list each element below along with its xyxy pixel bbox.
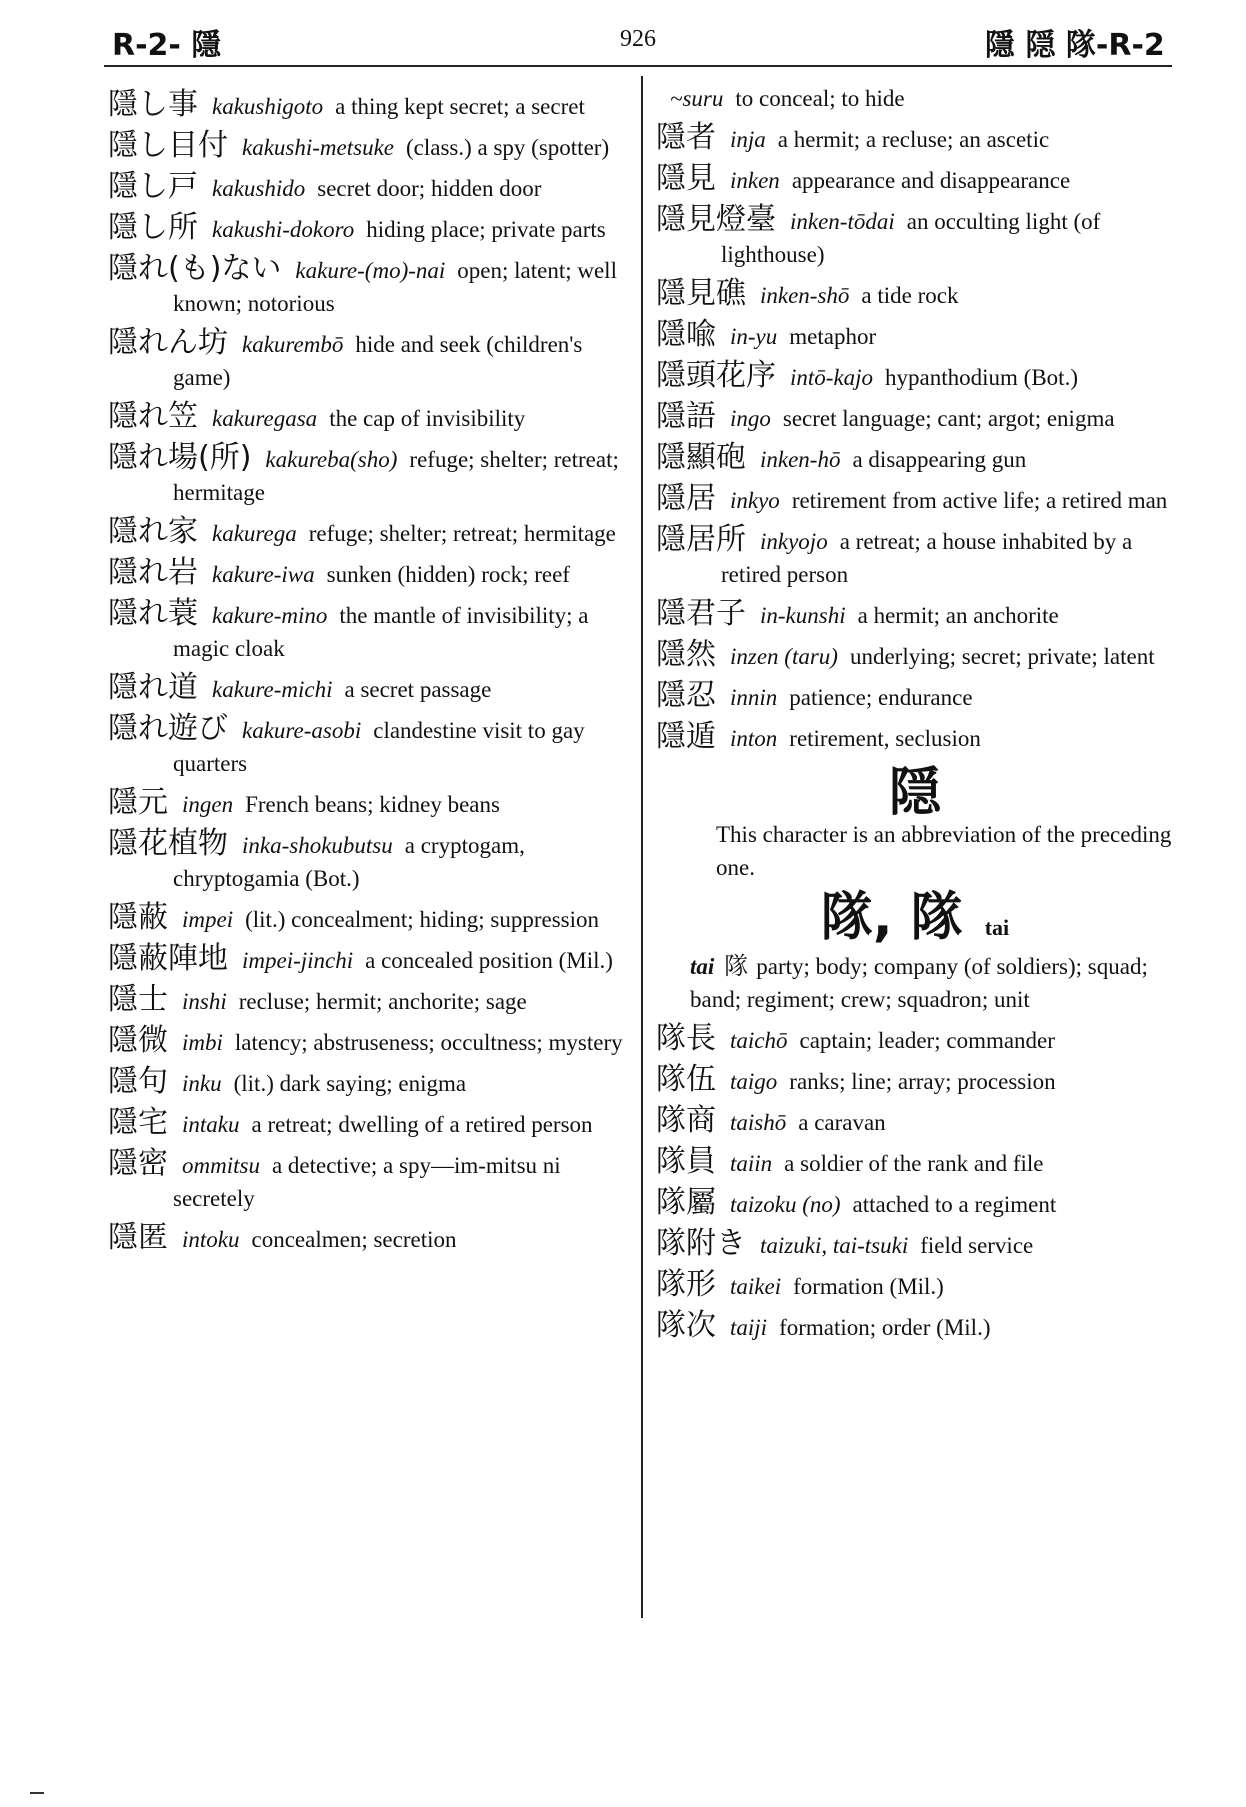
entry-kanji: 隱れ(も)ない — [108, 251, 282, 286]
dictionary-entry — [108, 211, 628, 246]
entry-romaji: impei — [182, 907, 234, 932]
entry-romaji: inken — [730, 168, 780, 193]
dictionary-entry — [656, 400, 1174, 435]
entry-definition: a caravan — [798, 1110, 886, 1135]
entry-definition: hide and seek (children's game) — [173, 332, 583, 390]
entry-romaji: ingen — [182, 792, 234, 817]
entry-definition: underlying; secret; private; latent — [849, 644, 1155, 669]
entry-kanji: 隱し所 — [108, 210, 198, 245]
entry-kanji: 隱微 — [108, 1023, 168, 1058]
footer-mark — [30, 1792, 44, 1794]
entry-definition: recluse; hermit; anchorite; sage — [238, 989, 527, 1014]
entry-romaji: taizuki, tai-tsuki — [760, 1233, 909, 1258]
entry-kanji: 隊屬 — [656, 1185, 716, 1220]
entry-kanji: 隱れ場(所) — [108, 440, 252, 475]
column-divider — [641, 76, 643, 1618]
entry-romaji: inkyo — [730, 488, 780, 513]
dictionary-entry — [108, 671, 628, 706]
dictionary-entry — [656, 162, 1174, 197]
entry-kanji: 隱密 — [108, 1146, 168, 1181]
entry-definition: field service — [920, 1233, 1034, 1258]
entry-kanji: 隱見礁 — [656, 276, 746, 311]
entry-kanji: 隱れ家 — [108, 514, 198, 549]
entry-romaji: kakureba(sho) — [265, 447, 398, 472]
dictionary-entry — [656, 121, 1174, 156]
dictionary-entry — [108, 400, 628, 435]
entry-romaji: intoku — [182, 1227, 240, 1252]
dictionary-entry — [108, 1221, 628, 1256]
entry-kanji: 隱然 — [656, 637, 716, 672]
right-column-entries-bottom — [656, 1022, 1174, 1344]
entry-definition: a hermit; an anchorite — [857, 603, 1059, 628]
dictionary-entry — [108, 983, 628, 1018]
entry-definition: hiding place; private parts — [366, 217, 606, 242]
entry-definition: a disappearing gun — [852, 447, 1027, 472]
entry-romaji: kakushido — [212, 176, 306, 201]
dictionary-entry — [108, 1024, 628, 1059]
dictionary-entry — [656, 1186, 1174, 1221]
entry-kanji: 隱蔽 — [108, 900, 168, 935]
entry-definition: formation; order (Mil.) — [779, 1315, 991, 1340]
entry-definition: the cap of invisibility — [329, 406, 526, 431]
entry-kanji: 隱語 — [656, 399, 716, 434]
entry-kanji: 隱頭花序 — [656, 358, 776, 393]
dictionary-entry — [108, 88, 628, 123]
entry-kanji: 隊商 — [656, 1103, 716, 1138]
entry-romaji: inzen (taru) — [730, 644, 838, 669]
entry-definition: a secret passage — [344, 677, 492, 702]
dictionary-entry — [108, 556, 628, 591]
entry-kanji: 隱顯砲 — [656, 440, 746, 475]
tai-lead-word: tai — [690, 954, 715, 979]
page-number: 926 — [620, 26, 656, 52]
dictionary-entry — [656, 203, 1174, 271]
entry-kanji: 隱君子 — [656, 596, 746, 631]
dictionary-entry — [656, 441, 1174, 476]
entry-kanji: 隊長 — [656, 1021, 716, 1056]
entry-definition: a tide rock — [861, 283, 959, 308]
dictionary-entry — [108, 901, 628, 936]
dictionary-entry — [656, 1227, 1174, 1262]
entry-definition: appearance and disappearance — [791, 168, 1071, 193]
entry-romaji: kakuregasa — [212, 406, 318, 431]
entry-definition: attached to a regiment — [852, 1192, 1057, 1217]
entry-definition: refuge; shelter; retreat; hermitage — [173, 447, 619, 505]
dictionary-entry — [108, 1065, 628, 1100]
dictionary-entry — [108, 170, 628, 205]
entry-kanji: 隱者 — [656, 120, 716, 155]
entry-definition: a hermit; a recluse; an ascetic — [777, 127, 1050, 152]
entry-romaji: taichō — [730, 1028, 788, 1053]
entry-kanji: 隱れん坊 — [108, 325, 228, 360]
entry-definition: secret door; hidden door — [317, 176, 542, 201]
dictionary-entry — [108, 326, 628, 394]
dictionary-entry — [656, 679, 1174, 714]
tai-lead-definition: party; body; company (of soldiers); squad; band; regiment; crew; squadron; unit — [690, 954, 1148, 1012]
entry-kanji: 隊附き — [656, 1226, 746, 1261]
dictionary-entry — [108, 597, 628, 665]
entry-romaji: imbi — [182, 1030, 223, 1055]
entry-romaji: inka-shokubutsu — [242, 833, 393, 858]
dictionary-entry — [108, 515, 628, 550]
entry-definition: refuge; shelter; retreat; hermitage — [308, 521, 616, 546]
left-column — [108, 88, 628, 1262]
entry-kanji: 隊伍 — [656, 1062, 716, 1097]
entry-definition: a retreat; a house inhabited by a retired person — [721, 529, 1133, 587]
dictionary-entry — [108, 827, 628, 895]
entry-kanji: 隱し事 — [108, 87, 198, 122]
abbrev-note: This character is an abbreviation of the preceding one. — [716, 822, 1172, 880]
tai-definition — [656, 950, 1174, 1016]
dictionary-entry — [108, 129, 628, 164]
entry-romaji: taiin — [730, 1151, 773, 1176]
entry-definition: a soldier of the rank and file — [784, 1151, 1044, 1176]
entry-definition: an occulting light (of lighthouse) — [721, 209, 1101, 267]
entry-kanji: 隱忍 — [656, 678, 716, 713]
entry-romaji: ingo — [730, 406, 771, 431]
entry-kanji: 隱れ遊び — [108, 711, 228, 746]
entry-kanji: 隱遁 — [656, 719, 716, 754]
tai-heading-reading: tai — [984, 915, 1010, 940]
dictionary-entry — [656, 638, 1174, 673]
entry-definition: a detective; a spy—im-mitsu ni secretely — [173, 1153, 561, 1211]
entry-definition: sunken (hidden) rock; reef — [326, 562, 570, 587]
entry-kanji: 隱元 — [108, 785, 168, 820]
entry-romaji: inken-shō — [760, 283, 850, 308]
dictionary-entry — [656, 277, 1174, 312]
entry-definition: ranks; line; array; procession — [789, 1069, 1056, 1094]
entry-definition: a concealed position (Mil.) — [365, 948, 613, 973]
entry-kanji: 隱喩 — [656, 317, 716, 352]
entry-romaji: kakushi-metsuke — [242, 135, 394, 160]
entry-romaji: taikei — [730, 1274, 782, 1299]
entry-romaji: kakure-(mo)-nai — [295, 258, 446, 283]
dictionary-entry — [656, 482, 1174, 517]
entry-definition: metaphor — [789, 324, 877, 349]
entry-kanji: 隱れ蓑 — [108, 596, 198, 631]
entry-romaji: kakure-michi — [212, 677, 333, 702]
entry-romaji: in-yu — [730, 324, 778, 349]
dictionary-entry — [656, 318, 1174, 353]
entry-definition: the mantle of invisibility; a magic cloak — [173, 603, 589, 661]
entry-definition: (class.) a spy (spotter) — [406, 135, 610, 160]
entry-kanji: 隱れ岩 — [108, 555, 198, 590]
dictionary-entry — [656, 720, 1174, 755]
dictionary-entry — [656, 1104, 1174, 1139]
dictionary-entry — [656, 1268, 1174, 1303]
entry-romaji: kakushigoto — [212, 94, 324, 119]
entry-kanji: 隱れ笠 — [108, 399, 198, 434]
dictionary-entry — [108, 1147, 628, 1215]
entry-kanji: 隱句 — [108, 1064, 168, 1099]
entry-definition: (lit.) concealment; hiding; suppression — [245, 907, 599, 932]
entry-romaji: kakure-asobi — [242, 718, 362, 743]
entry-romaji: inken-tōdai — [790, 209, 895, 234]
dictionary-entry — [108, 441, 628, 509]
entry-kanji: 隱士 — [108, 982, 168, 1017]
entry-romaji: innin — [730, 685, 778, 710]
entry-romaji: taizoku (no) — [730, 1192, 841, 1217]
entry-kanji: 隱見燈臺 — [656, 202, 776, 237]
entry-kanji: 隱宅 — [108, 1105, 168, 1140]
entry-definition: a retreat; dwelling of a retired person — [251, 1112, 593, 1137]
entry-definition: open; latent; well known; notorious — [173, 258, 617, 316]
entry-kanji: 隊次 — [656, 1308, 716, 1343]
dictionary-entry — [656, 1145, 1174, 1180]
header-left: R-2- 隱 — [112, 28, 222, 63]
dictionary-entry — [656, 1309, 1174, 1344]
entry-romaji: intaku — [182, 1112, 240, 1137]
entry-romaji: inja — [730, 127, 766, 152]
entry-definition: to conceal; to hide — [735, 86, 905, 111]
entry-romaji: impei-jinchi — [242, 948, 354, 973]
dictionary-entry — [656, 597, 1174, 632]
abbrev-character: 隠 — [888, 763, 941, 823]
tai-lead-kanji: 隊 — [724, 952, 749, 980]
entry-romaji: inton — [730, 726, 778, 751]
entry-romaji: kakushi-dokoro — [212, 217, 355, 242]
entry-definition: French beans; kidney beans — [245, 792, 500, 817]
dictionary-entry — [108, 942, 628, 977]
entry-definition: retirement, seclusion — [789, 726, 981, 751]
right-column-entries-top — [656, 80, 1174, 755]
header-right: 隱 隠 隊-R-2 — [985, 28, 1165, 63]
entry-romaji: ~suru — [670, 86, 724, 111]
entry-kanji: 隱蔽陣地 — [108, 941, 228, 976]
entry-romaji: inken-hō — [760, 447, 841, 472]
entry-definition: clandestine visit to gay quarters — [173, 718, 585, 776]
entry-kanji: 隊形 — [656, 1267, 716, 1302]
entry-romaji: taigo — [730, 1069, 778, 1094]
entry-kanji: 隱花植物 — [108, 826, 228, 861]
entry-definition: a cryptogam, chryptogamia (Bot.) — [173, 833, 525, 891]
dictionary-entry — [108, 252, 628, 320]
entry-kanji: 隱匿 — [108, 1220, 168, 1255]
entry-definition: retirement from active life; a retired man — [791, 488, 1168, 513]
dictionary-entry — [656, 1022, 1174, 1057]
dictionary-entry — [656, 1063, 1174, 1098]
entry-kanji: 隱し戸 — [108, 169, 198, 204]
entry-definition: secret language; cant; argot; enigma — [782, 406, 1115, 431]
entry-kanji: 隱居 — [656, 481, 716, 516]
dictionary-entry — [108, 786, 628, 821]
right-column — [656, 80, 1174, 1350]
entry-romaji: kakure-iwa — [212, 562, 315, 587]
entry-romaji: ommitsu — [182, 1153, 260, 1178]
entry-kanji: 隱居所 — [656, 522, 746, 557]
dictionary-entry — [656, 80, 1174, 115]
entry-romaji: intō-kajo — [790, 365, 874, 390]
tai-heading-kanji: 隊, 隊 — [820, 888, 963, 948]
dictionary-entry — [656, 359, 1174, 394]
entry-romaji: taiji — [730, 1315, 768, 1340]
entry-romaji: kakure-mino — [212, 603, 328, 628]
entry-kanji: 隱れ道 — [108, 670, 198, 705]
dictionary-entry — [108, 712, 628, 780]
header-rule — [104, 65, 1172, 67]
entry-definition: concealmen; secretion — [251, 1227, 457, 1252]
entry-definition: latency; abstruseness; occultness; mystery — [234, 1030, 623, 1055]
entry-definition: captain; leader; commander — [799, 1028, 1055, 1053]
entry-romaji: inshi — [182, 989, 227, 1014]
entry-romaji: in-kunshi — [760, 603, 846, 628]
entry-definition: patience; endurance — [789, 685, 973, 710]
entry-definition: a thing kept secret; a secret — [335, 94, 585, 119]
entry-kanji: 隊員 — [656, 1144, 716, 1179]
entry-kanji: 隱し目付 — [108, 128, 228, 163]
entry-definition: hypanthodium (Bot.) — [885, 365, 1078, 390]
entry-romaji: taishō — [730, 1110, 787, 1135]
dictionary-entry — [656, 523, 1174, 591]
entry-definition: (lit.) dark saying; enigma — [233, 1071, 467, 1096]
entry-kanji: 隱見 — [656, 161, 716, 196]
dictionary-entry — [108, 1106, 628, 1141]
entry-romaji: inku — [182, 1071, 222, 1096]
entry-definition: formation (Mil.) — [793, 1274, 944, 1299]
entry-romaji: kakurega — [212, 521, 297, 546]
entry-romaji: kakurembō — [242, 332, 344, 357]
entry-romaji: inkyojo — [760, 529, 828, 554]
tai-section-heading — [656, 888, 1174, 948]
